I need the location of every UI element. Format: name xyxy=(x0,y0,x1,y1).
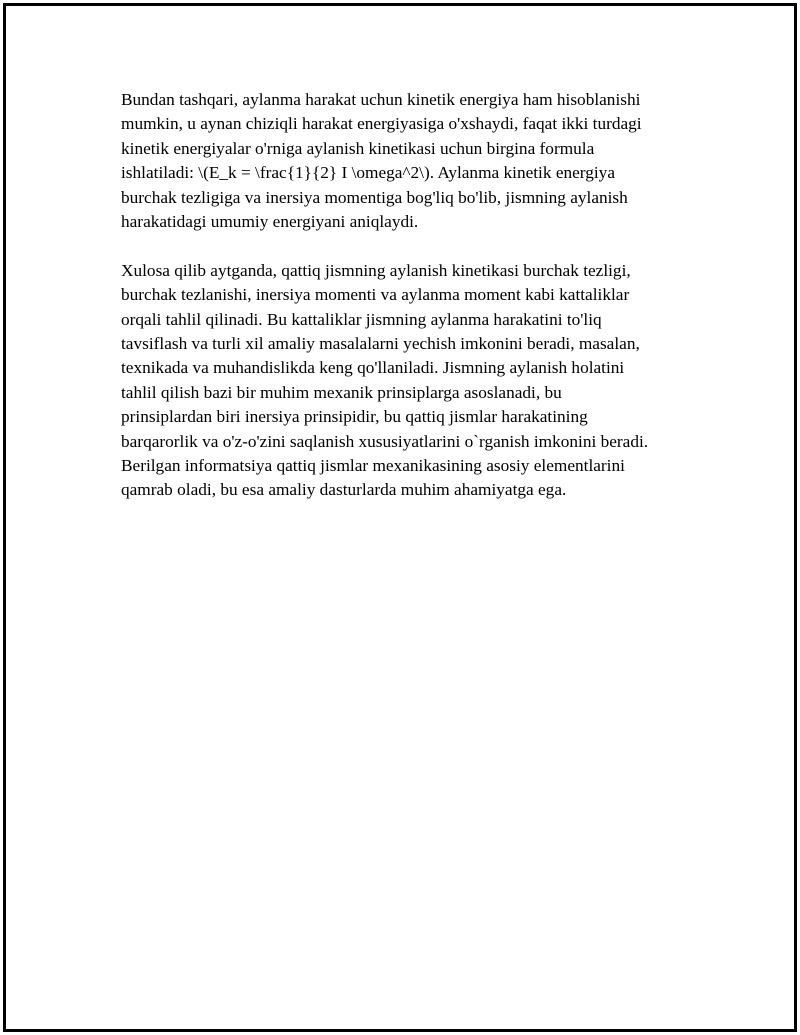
page-frame xyxy=(3,3,797,1032)
paragraph-kinetic-energy: Bundan tashqari, aylanma harakat uchun kinetik energiya ham hisoblanishi mumkin, u aynan chiziqli harakat energiyasiga o'xshaydi, faqat ikki turdagi kinetik energiyalar o'rniga aylanish kinetikasi uchun birgina formula ishlatiladi: \(E_k = \frac{1}{2} I \omega^2\). Aylanma kinetik energiya burchak tezligiga va inersiya momentiga bog'liq bo'lib, jismning aylanish harakatidagi umumiy energiyani aniqlaydi. xyxy=(121,90,642,232)
paragraph-conclusion: Xulosa qilib aytganda, qattiq jismning aylanish kinetikasi burchak tezligi, burchak tezlanishi, inersiya momenti va aylanma moment kabi kattaliklar orqali tahlil qilinadi. Bu kattaliklar jismning aylanma harakatini to'liq tavsiflash va turli xil amaliy masalalarni yechish imkonini beradi, masalan, texnikada va muhandislikda keng qo'llaniladi. Jismning aylanish holatini tahlil qilish bazi bir muhim mexanik prinsiplarga asoslanadi, bu prinsiplardan biri inersiya prinsipidir, bu qattiq jismlar harakatining barqarorlik va o'z-o'zini saqlanish xususiyatlarini o`rganish imkonini beradi. Berilgan informatsiya qattiq jismlar mexanikasining asosiy elementlarini qamrab oladi, bu esa amaliy dasturlarda muhim ahamiyatga ega. xyxy=(121,260,649,500)
document-body xyxy=(121,88,701,503)
